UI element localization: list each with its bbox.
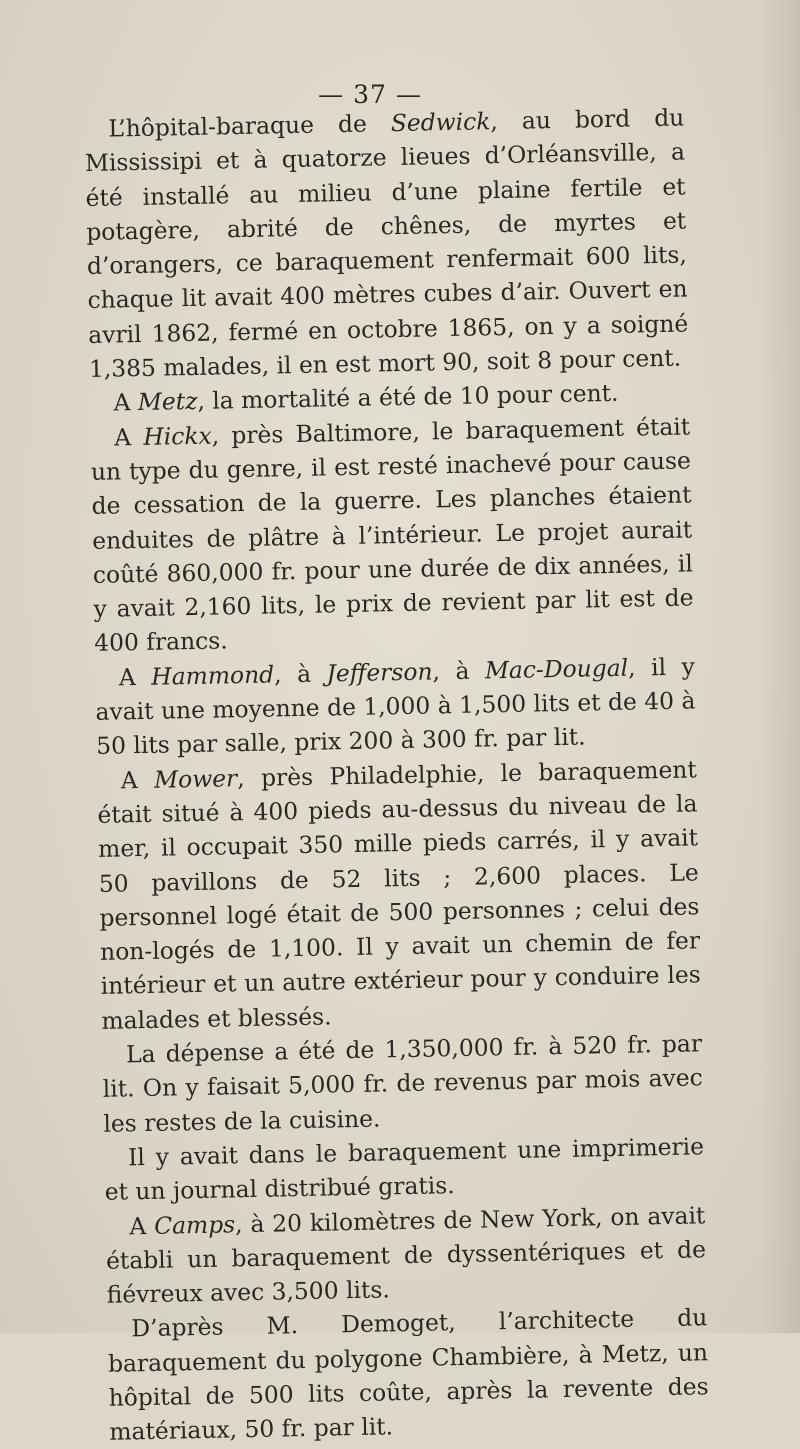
text-run: , près Baltimore, le baraquement était un type du genre, il est resté inachevé pour cause de cessation de la guerre. Les planches étaient enduites de plâtre à l’intérieur. Le projet aurait coûté 860,000 fr. pour une durée de dix années, il y avait 2,160 lits, le prix de revient par lit est de 400 francs. bbox=[90, 412, 694, 658]
text-run: , à bbox=[273, 659, 327, 689]
text-run: A bbox=[113, 388, 139, 417]
text-run: , il y avait une moyenne de 1,000 à 1,500 lits et de 40 à 50 lits par salle, prix 200 à 300 fr. par lit. bbox=[95, 652, 696, 761]
text-run: D’après M. Demoget, l’architecte du baraquement du polygone Chambière, à Metz, un hôpital de 500 lits coûte, après la revente des matériaux, 50 fr. par lit. bbox=[107, 1303, 709, 1447]
text-run: , au bord du Mississipi et à quatorze lieues d’Orléansville, a été installé au milieu d’une plaine fertile et potagère, abrité de chênes, de myrtes et d’orangers, ce baraquement renfermait 600 lits, chaque lit avait 400 mètres cubes d’air. Ouvert en avril 1862, fermé en octobre 1865, on y a soigné 1,385 malades, il en est mort 90, soit 8 pour cent. bbox=[84, 103, 689, 384]
italic-place-name: Camps bbox=[153, 1209, 236, 1240]
text-run: A bbox=[129, 1211, 155, 1240]
italic-place-name: Hammond bbox=[151, 660, 275, 691]
text-run: , près Philadelphie, le baraquement était situé à 400 pieds au-dessus du niveau de la mer, il occupait 350 mille pieds carrés, il y avait 50 pavillons de 52 lits ; 2,600 places. Le personnel logé était de 500 personnes ; celui des non-logés de 1,100. Il y avait un chemin de fer intérieur et un autre extérieur pour y conduire les malades et blessés. bbox=[97, 755, 701, 1035]
paragraph bbox=[107, 1301, 710, 1449]
text-run: L’hôpital-baraque de bbox=[108, 109, 392, 143]
paragraph bbox=[84, 100, 689, 386]
text-run: , à 20 kilomètres de New York, on avait établi un baraquement de dyssentériques et de fiévreux avec 3,500 lits. bbox=[105, 1200, 707, 1309]
italic-place-name: Metz bbox=[137, 387, 198, 417]
italic-place-name: Sedwick bbox=[390, 107, 491, 138]
paragraph bbox=[105, 1198, 707, 1312]
text-run: A bbox=[120, 765, 155, 795]
italic-place-name: Mower bbox=[153, 763, 238, 794]
page-number: — 37 — bbox=[318, 80, 422, 109]
text-run: La dépense a été de 1,350,000 fr. à 520 fr. par lit. On y faisait 5,000 fr. de revenus par mois avec les restes de la cuisine. bbox=[102, 1029, 703, 1138]
paragraph bbox=[102, 1026, 704, 1140]
paragraph bbox=[97, 752, 702, 1038]
text-run: Il y avait dans le baraquement une imprimerie et un journal distribué gratis. bbox=[104, 1132, 705, 1207]
text-run: A bbox=[113, 422, 144, 452]
paragraph bbox=[90, 409, 694, 661]
paragraph bbox=[95, 649, 697, 763]
paragraph bbox=[104, 1129, 705, 1209]
italic-place-name: Jefferson bbox=[326, 657, 433, 688]
text-run: A bbox=[118, 662, 152, 692]
italic-place-name: Mac-Dougal bbox=[484, 653, 629, 685]
page-edge-shadow bbox=[760, 0, 800, 1333]
text-run: , à bbox=[432, 656, 486, 686]
body-text bbox=[84, 100, 710, 1449]
italic-place-name: Hickx bbox=[143, 421, 212, 451]
text-run: , la mortalité a été de 10 pour cent. bbox=[197, 379, 619, 416]
